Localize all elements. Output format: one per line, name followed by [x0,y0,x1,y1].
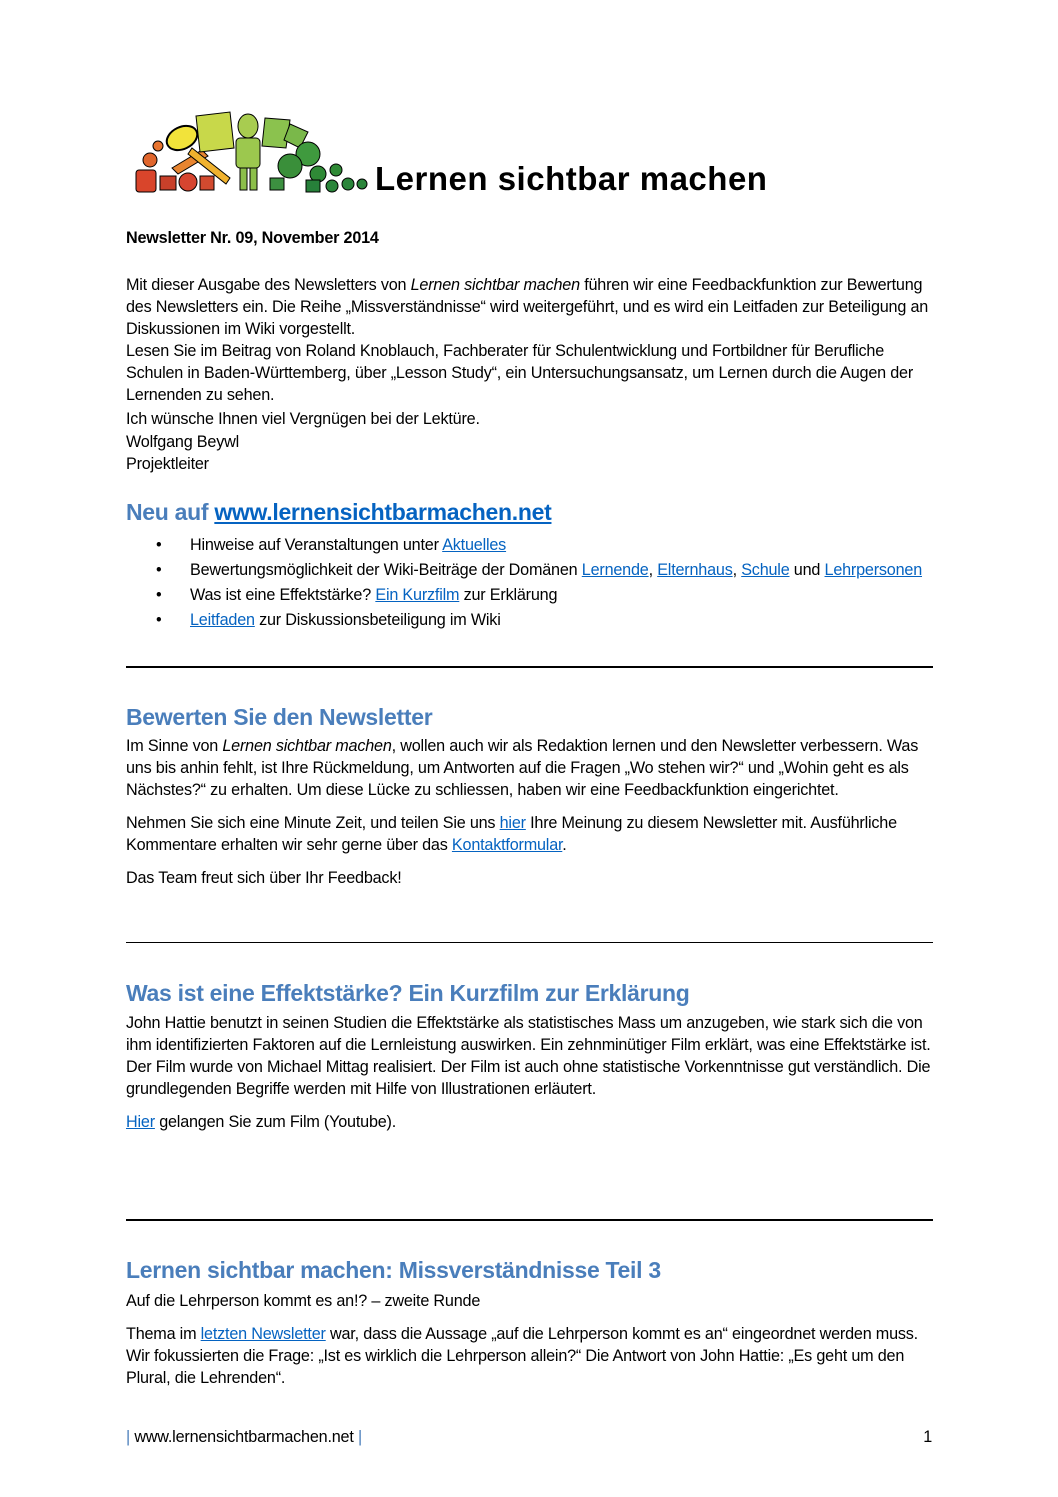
film-hier-link[interactable]: Hier [126,1113,155,1131]
list-item: • Leitfaden zur Diskussionsbeteiligung im Wiki [156,611,501,629]
list-item: • Hinweise auf Veranstaltungen unter Aktuelles [156,536,507,554]
section-effect-body [126,1012,936,1133]
lehrpersonen-link[interactable]: Lehrpersonen [824,561,923,579]
intro-section [126,274,936,475]
kontaktformular-link[interactable]: Kontaktformular [451,836,563,854]
divider [126,666,933,668]
bullet-icon: • [156,611,162,629]
rate-paragraph-1: Im Sinne von Lernen sichtbar machen, wollen auch wir als Redaktion lernen und den Newsletter verbessern. Was uns bis anhin fehlt, ist Ihre Rückmeldung, um Antworten auf die Fragen „Wo stehen wir?“ und „Wohin geht es als Nächstes?“ zu erhalten. Um diese Lücke zu schliessen, haben wir eine Feedbackfunktion eingerichtet. [126,737,919,799]
section-rate-heading: Bewerten Sie den Newsletter [126,704,433,730]
section-rate-body [126,735,936,889]
feedback-hier-link[interactable]: hier [499,814,526,832]
section-miss-heading: Lernen sichtbar machen: Missverständnisse Teil 3 [126,1257,661,1283]
effect-paragraph-2: Hier gelangen Sie zum Film (Youtube). [126,1113,397,1131]
intro-paragraph-2: Lesen Sie im Beitrag von Roland Knoblauch, Fachberater für Schulentwicklung und Fortbildner für Berufliche Schulen in Baden-Württemberg, über „Lesson Study“, ein Untersuchungsansatz, um Lernen durch die Augen der Lernenden zu sehen. [126,342,914,404]
rate-paragraph-2: Nehmen Sie sich eine Minute Zeit, und teilen Sie uns hier Ihre Meinung zu diesem Newsletter mit. Ausführliche Kommentare erhalten wir sehr gerne über das Kontaktformular. [126,814,897,854]
lernende-link[interactable]: Lernende [581,561,649,579]
elternhaus-link[interactable]: Elternhaus [657,561,733,579]
footer-url: www.lernensichtbarmachen.net [130,1428,358,1446]
intro-paragraph-1: Mit dieser Ausgabe des Newsletters von Lernen sichtbar machen führen wir eine Feedbackfunktion zur Bewertung des Newsletters ein. Die Reihe „Missverständnisse“ wird weitergeführt, und es wird ein Leitfaden zur Beteiligung an Diskussionen im Wiki vorgestellt. [126,276,929,338]
news-list [126,534,936,634]
divider [126,942,933,943]
effect-paragraph-1: John Hattie benutzt in seinen Studien die Effektstärke als statistisches Mass um anzugeben, wie stark sich die von ihm identifizierten Faktoren auf die Lernleistung auswirken. Ein zehnminütiger Film erklärt, was eine Effektstärke ist. Der Film wurde von Michael Mittag realisiert. Der Film ist auch ohne statistische Vorkenntnisse gut verständlich. Die grundlegenden Begriffe werden mit Hilfe von Illustrationen erläutert. [126,1014,931,1098]
divider [126,1219,933,1221]
miss-paragraph-1: Thema im letzten Newsletter war, dass die Aussage „auf die Lehrperson kommt es an“ eingeordnet werden muss. Wir fokussierten die Frage: „Ist es wirklich die Lehrperson allein?“ Die Antwort von John Hattie: „Es geht um den Plural, die Lehrenden“. [126,1325,918,1387]
page-number: 1 [923,1428,932,1446]
logo [130,108,930,198]
bullet-icon: • [156,561,162,579]
letzter-newsletter-link[interactable]: letzten Newsletter [200,1325,326,1343]
issue-title: Newsletter Nr. 09, November 2014 [126,229,379,247]
logo-illustration-icon [130,108,380,198]
kurzfilm-link[interactable]: Ein Kurzfilm [375,586,460,604]
list-item: • Bewertungsmöglichkeit der Wiki-Beiträge der Domänen Lernende, Elternhaus, Schule und Lehrpersonen [156,561,923,579]
aktuelles-link[interactable]: Aktuelles [442,536,507,554]
leitfaden-link[interactable]: Leitfaden [190,611,255,629]
section-new-heading: Neu auf www.lernensichtbarmachen.net [126,499,552,525]
schule-link[interactable]: Schule [741,561,790,579]
bullet-icon: • [156,536,162,554]
signature-role: Projektleiter [126,455,209,473]
list-item: • Was ist eine Effektstärke? Ein Kurzfilm zur Erklärung [156,586,558,604]
footer-bar-left: | [126,1428,131,1446]
bullet-icon: • [156,586,162,604]
footer [126,1426,936,1448]
section-effect-heading: Was ist eine Effektstärke? Ein Kurzfilm zur Erklärung [126,980,690,1006]
intro-paragraph-3: Ich wünsche Ihnen viel Vergnügen bei der Lektüre. [126,410,480,428]
rate-paragraph-3: Das Team freut sich über Ihr Feedback! [126,869,402,887]
miss-subtitle: Auf die Lehrperson kommt es an!? – zweite Runde [126,1292,481,1310]
footer-bar-right: | [357,1428,362,1446]
logo-title: Lernen sichtbar machen [375,160,768,197]
signature-name: Wolfgang Beywl [126,433,239,451]
section-miss-body [126,1290,936,1389]
website-link[interactable]: www.lernensichtbarmachen.net [214,499,552,525]
